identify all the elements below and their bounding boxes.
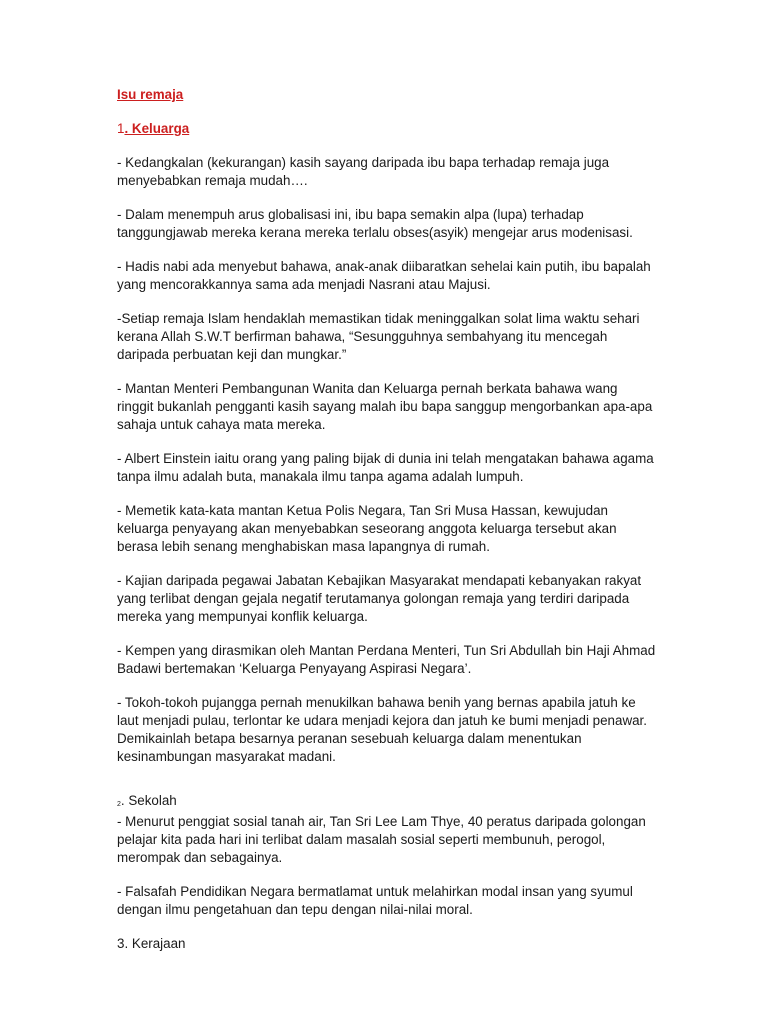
section-label: . Sekolah	[120, 793, 177, 808]
paragraph: -Setiap remaja Islam hendaklah memastikan tidak meninggalkan solat lima waktu sehari kerana Allah S.W.T berfirman bahawa, “Sesungguhnya sembahyang itu mencegah daripada perbuatan keji dan mungkar.”	[117, 311, 640, 362]
section-number: 2	[117, 801, 121, 808]
paragraph: - Dalam menempuh arus globalisasi ini, ibu bapa semakin alpa (lupa) terhadap tanggungjawab mereka kerana mereka terlalu obses(asyik) mengejar arus modenisasi.	[117, 207, 633, 240]
paragraph: - Menurut penggiat sosial tanah air, Tan Sri Lee Lam Thye, 40 peratus daripada golongan pelajar kita pada hari ini terlibat dalam masalah sosial seperti membunuh, perogol, merompak dan sebagainya.	[117, 814, 646, 865]
paragraph: - Memetik kata-kata mantan Ketua Polis Negara, Tan Sri Musa Hassan, kewujudan keluarga penyayang akan menyebabkan seseorang anggota keluarga tersebut akan berasa lebih senang menghabiskan masa lapangnya di rumah.	[117, 503, 617, 554]
section-number: 1	[117, 121, 125, 136]
paragraph: - Falsafah Pendidikan Negara bermatlamat untuk melahirkan modal insan yang syumul dengan ilmu pengetahuan dan tepu dengan nilai-nilai moral.	[117, 884, 633, 917]
paragraph: - Tokoh-tokoh pujangga pernah menukilkan bahawa benih yang bernas apabila jatuh ke laut menjadi pulau, terlontar ke udara menjadi kejora dan jatuh ke bumi menjadi penawar. Demikainlah betapa besarnya peranan sesebuah keluarga dalam menentukan kesinambungan masyarakat madani.	[117, 695, 647, 764]
section-label: . Keluarga	[124, 121, 190, 136]
paragraph: - Hadis nabi ada menyebut bahawa, anak-anak diibaratkan sehelai kain putih, ibu bapalah yang mencorakkannya sama ada menjadi Nasrani atau Majusi.	[117, 259, 651, 292]
paragraph: - Kedangkalan (kekurangan) kasih sayang daripada ibu bapa terhadap remaja juga menyebabkan remaja mudah….	[117, 155, 610, 188]
document-title: Isu remaja	[117, 87, 184, 102]
paragraph: - Mantan Menteri Pembangunan Wanita dan Keluarga pernah berkata bahawa wang ringgit bukanlah pengganti kasih sayang malah ibu bapa sanggup mengorbankan apa-apa sahaja untuk cahaya mata mereka.	[117, 381, 653, 432]
paragraph: - Kempen yang dirasmikan oleh Mantan Perdana Menteri, Tun Sri Abdullah bin Haji Ahmad Badawi bertemakan ‘Keluarga Penyayang Aspirasi Negara’.	[117, 643, 656, 676]
paragraph: - Kajian daripada pegawai Jabatan Kebajikan Masyarakat mendapati kebanyakan rakyat yang terlibat dengan gejala negatif terutamanya golongan remaja yang terdiri daripada mereka yang mempunyai konflik keluarga.	[117, 573, 642, 624]
document-page	[117, 86, 657, 953]
section-heading-kerajaan: 3. Kerajaan	[117, 936, 186, 951]
paragraph: - Albert Einstein iaitu orang yang paling bijak di dunia ini telah mengatakan bahawa agama tanpa ilmu adalah buta, manakala ilmu tanpa agama adalah lumpuh.	[117, 451, 654, 484]
section-heading-sekolah	[117, 792, 657, 813]
section-heading-keluarga	[117, 120, 657, 138]
